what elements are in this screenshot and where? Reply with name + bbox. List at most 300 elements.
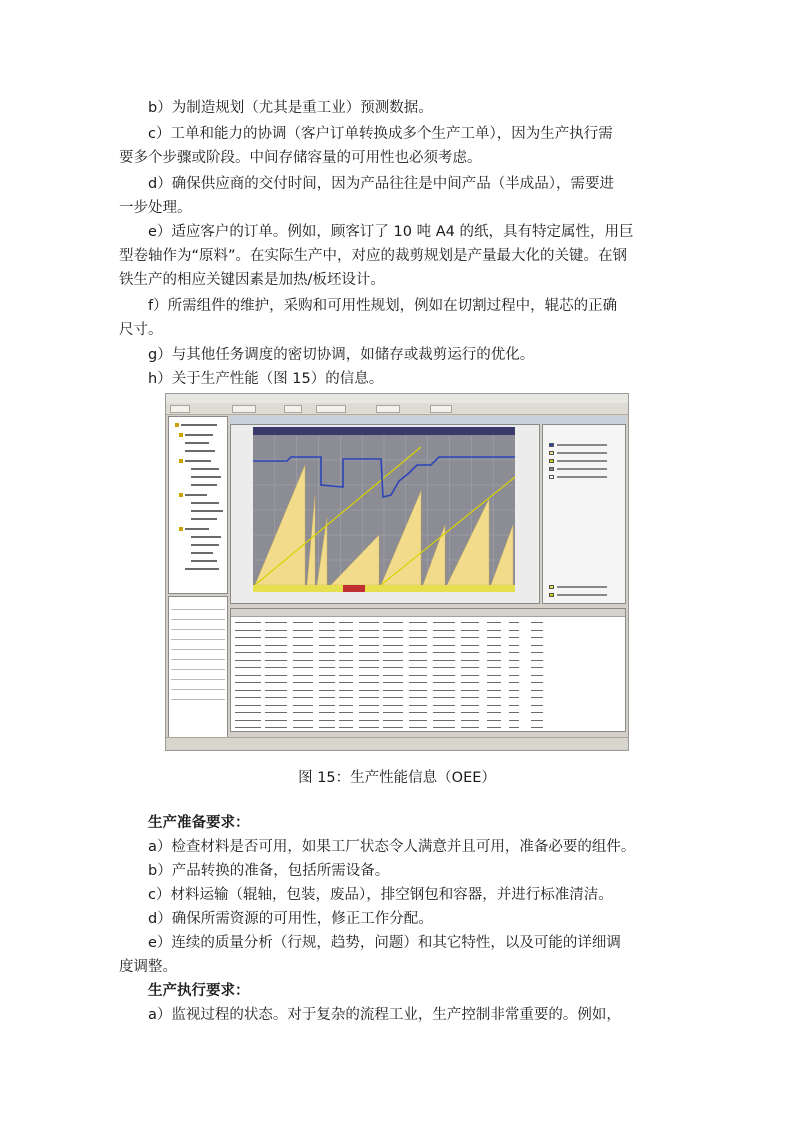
table-cell xyxy=(487,660,501,661)
table-cell xyxy=(487,712,501,713)
table-cell xyxy=(339,705,353,706)
table-cell xyxy=(433,682,455,683)
prep-item-b: b）产品转换的准备，包括所需设备。 xyxy=(148,863,390,879)
table-cell xyxy=(409,720,427,721)
table-cell xyxy=(461,637,479,638)
table-cell xyxy=(409,727,427,728)
table-cell xyxy=(433,690,455,691)
table-cell xyxy=(383,622,403,623)
table-row xyxy=(231,724,625,731)
legend-item xyxy=(549,475,619,479)
table-cell xyxy=(339,720,353,721)
figure-tree-panel xyxy=(168,416,228,594)
table-cell xyxy=(531,720,543,721)
table-cell xyxy=(319,682,335,683)
table-cell xyxy=(509,690,519,691)
paragraph-f-cont: 尺寸。 xyxy=(119,322,163,338)
table-row xyxy=(231,694,625,701)
table-cell xyxy=(339,697,353,698)
paragraph-f: f）所需组件的维护，采购和可用性规划，例如在切割过程中，辊芯的正确 xyxy=(148,298,618,314)
table-cell xyxy=(531,652,543,653)
table-cell xyxy=(293,697,313,698)
table-cell xyxy=(265,727,287,728)
table-cell xyxy=(265,682,287,683)
table-cell xyxy=(531,690,543,691)
table-cell xyxy=(235,705,261,706)
table-cell xyxy=(319,652,335,653)
table-cell xyxy=(339,652,353,653)
table-cell xyxy=(265,660,287,661)
table-cell xyxy=(409,675,427,676)
table-cell xyxy=(319,667,335,668)
table-cell xyxy=(293,660,313,661)
table-cell xyxy=(265,645,287,646)
table-cell xyxy=(339,645,353,646)
table-cell xyxy=(235,697,261,698)
table-cell xyxy=(409,712,427,713)
table-cell xyxy=(383,697,403,698)
figure-legend-panel xyxy=(542,424,626,604)
table-cell xyxy=(319,727,335,728)
table-cell xyxy=(509,660,519,661)
table-cell xyxy=(359,712,379,713)
table-cell xyxy=(293,652,313,653)
folder-icon xyxy=(175,423,179,427)
table-cell xyxy=(383,630,403,631)
table-cell xyxy=(487,622,501,623)
legend-text xyxy=(557,586,607,588)
property-row xyxy=(171,629,225,630)
status-strip xyxy=(253,585,515,592)
property-row xyxy=(171,649,225,650)
table-cell xyxy=(531,697,543,698)
table-cell xyxy=(509,705,519,706)
table-cell xyxy=(319,705,335,706)
table-cell xyxy=(409,660,427,661)
tree-item xyxy=(185,528,209,530)
folder-icon xyxy=(179,493,183,497)
table-cell xyxy=(293,727,313,728)
table-cell xyxy=(339,630,353,631)
table-cell xyxy=(509,712,519,713)
table-cell xyxy=(293,720,313,721)
table-cell xyxy=(293,645,313,646)
table-cell xyxy=(235,660,261,661)
prep-item-e: e）连续的质量分析（行规，趋势，问题）和其它特性，以及可能的详细调 xyxy=(148,935,621,951)
table-cell xyxy=(509,645,519,646)
legend-item xyxy=(549,443,619,447)
paragraph-e: e）适应客户的订单。例如，顾客订了 10 吨 A4 的纸，具有特定属性，用巨 xyxy=(148,224,634,240)
table-cell xyxy=(487,682,501,683)
status-strip-alarm xyxy=(343,585,365,592)
table-cell xyxy=(235,667,261,668)
property-row xyxy=(171,659,225,660)
table-cell xyxy=(461,667,479,668)
table-cell xyxy=(383,705,403,706)
tree-item xyxy=(191,484,217,486)
tree-item xyxy=(191,544,219,546)
table-cell xyxy=(487,697,501,698)
paragraph-b: b）为制造规划（尤其是重工业）预测数据。 xyxy=(148,100,433,116)
table-cell xyxy=(293,622,313,623)
table-cell xyxy=(359,630,379,631)
table-cell xyxy=(383,652,403,653)
table-cell xyxy=(409,652,427,653)
table-cell xyxy=(433,712,455,713)
table-row xyxy=(231,642,625,649)
tree-item xyxy=(191,552,213,554)
tree-item xyxy=(191,536,221,538)
figure-toolbar-button xyxy=(430,405,452,413)
table-row xyxy=(231,649,625,656)
table-row xyxy=(231,634,625,641)
property-row xyxy=(171,609,225,610)
table-cell xyxy=(339,682,353,683)
table-cell xyxy=(383,720,403,721)
table-cell xyxy=(509,697,519,698)
table-row xyxy=(231,627,625,634)
table-cell xyxy=(461,697,479,698)
table-cell xyxy=(461,720,479,721)
table-cell xyxy=(433,720,455,721)
table-cell xyxy=(265,622,287,623)
table-cell xyxy=(531,712,543,713)
oee-chart xyxy=(231,425,539,603)
table-cell xyxy=(265,720,287,721)
legend-item xyxy=(549,593,619,597)
table-cell xyxy=(409,682,427,683)
table-cell xyxy=(293,682,313,683)
table-cell xyxy=(531,675,543,676)
table-cell xyxy=(509,637,519,638)
table-row xyxy=(231,679,625,686)
table-cell xyxy=(293,667,313,668)
table-header xyxy=(231,609,625,617)
table-cell xyxy=(409,697,427,698)
table-cell xyxy=(531,630,543,631)
table-cell xyxy=(359,667,379,668)
legend-swatch xyxy=(549,475,554,479)
folder-icon xyxy=(179,433,183,437)
table-cell xyxy=(461,727,479,728)
figure-chart-titlebar xyxy=(230,416,626,424)
table-cell xyxy=(319,630,335,631)
table-cell xyxy=(293,637,313,638)
table-cell xyxy=(235,712,261,713)
table-row xyxy=(231,664,625,671)
table-cell xyxy=(339,637,353,638)
table-cell xyxy=(509,630,519,631)
table-cell xyxy=(487,720,501,721)
section-prep-heading: 生产准备要求： xyxy=(148,815,250,831)
table-row xyxy=(231,687,625,694)
figure-toolbar-button xyxy=(170,405,190,413)
table-cell xyxy=(265,630,287,631)
table-cell xyxy=(433,660,455,661)
prep-item-c: c）材料运输（辊轴，包装，废品），排空钢包和容器，并进行标准清洁。 xyxy=(148,887,613,903)
figure-screenshot xyxy=(165,393,629,751)
table-cell xyxy=(531,682,543,683)
table-cell xyxy=(383,712,403,713)
table-cell xyxy=(319,697,335,698)
legend-item xyxy=(549,467,619,471)
table-cell xyxy=(265,667,287,668)
figure-toolbar-button xyxy=(284,405,302,413)
table-cell xyxy=(531,660,543,661)
table-cell xyxy=(509,675,519,676)
prep-item-d: d）确保所需资源的可用性，修正工作分配。 xyxy=(148,911,433,927)
table-cell xyxy=(461,712,479,713)
table-cell xyxy=(383,645,403,646)
table-cell xyxy=(359,622,379,623)
table-cell xyxy=(265,697,287,698)
figure-properties-panel xyxy=(168,596,228,746)
table-cell xyxy=(509,652,519,653)
property-row xyxy=(171,639,225,640)
table-cell xyxy=(383,690,403,691)
table-cell xyxy=(383,667,403,668)
table-row xyxy=(231,657,625,664)
legend-text xyxy=(557,460,607,462)
table-cell xyxy=(509,667,519,668)
property-row xyxy=(171,689,225,690)
table-cell xyxy=(461,660,479,661)
table-cell xyxy=(359,705,379,706)
table-cell xyxy=(359,727,379,728)
table-cell xyxy=(433,667,455,668)
legend-text xyxy=(557,476,607,478)
table-cell xyxy=(461,645,479,646)
table-row xyxy=(231,709,625,716)
table-row xyxy=(231,672,625,679)
legend-text xyxy=(557,444,607,446)
legend-text xyxy=(557,452,607,454)
table-cell xyxy=(509,720,519,721)
table-cell xyxy=(265,675,287,676)
table-cell xyxy=(265,637,287,638)
table-cell xyxy=(359,637,379,638)
table-cell xyxy=(461,652,479,653)
legend-item xyxy=(549,585,619,589)
table-cell xyxy=(339,622,353,623)
table-cell xyxy=(433,727,455,728)
table-cell xyxy=(409,690,427,691)
tree-item xyxy=(185,460,211,462)
table-cell xyxy=(235,720,261,721)
figure-data-table xyxy=(230,608,626,732)
table-cell xyxy=(531,727,543,728)
legend-swatch xyxy=(549,467,554,471)
table-cell xyxy=(383,682,403,683)
table-cell xyxy=(359,652,379,653)
table-cell xyxy=(339,675,353,676)
legend-swatch xyxy=(549,585,554,589)
table-cell xyxy=(339,727,353,728)
table-cell xyxy=(319,622,335,623)
table-cell xyxy=(487,630,501,631)
table-cell xyxy=(235,645,261,646)
table-cell xyxy=(359,690,379,691)
table-cell xyxy=(359,697,379,698)
property-row xyxy=(171,619,225,620)
figure-toolbar-button xyxy=(316,405,346,413)
table-cell xyxy=(433,652,455,653)
legend-swatch xyxy=(549,459,554,463)
legend-swatch xyxy=(549,443,554,447)
table-cell xyxy=(487,637,501,638)
paragraph-g: g）与其他任务调度的密切协调，如储存或裁剪运行的优化。 xyxy=(148,347,535,363)
table-cell xyxy=(293,630,313,631)
tree-item xyxy=(191,468,219,470)
table-cell xyxy=(339,712,353,713)
table-cell xyxy=(235,682,261,683)
legend-text xyxy=(557,594,607,596)
table-cell xyxy=(293,690,313,691)
table-cell xyxy=(293,705,313,706)
table-cell xyxy=(235,690,261,691)
table-cell xyxy=(265,690,287,691)
paragraph-c: c）工单和能力的协调（客户订单转换成多个生产工单），因为生产执行需 xyxy=(148,126,613,142)
paragraph-c-cont: 要多个步骤或阶段。中间存储容量的可用性也必须考虑。 xyxy=(119,150,482,166)
table-cell xyxy=(461,622,479,623)
figure-caption: 图 15：生产性能信息（OEE） xyxy=(298,770,496,786)
table-cell xyxy=(235,675,261,676)
table-row xyxy=(231,702,625,709)
tree-item xyxy=(191,518,217,520)
property-row xyxy=(171,669,225,670)
table-cell xyxy=(461,705,479,706)
table-cell xyxy=(359,660,379,661)
figure-statusbar xyxy=(166,737,628,749)
table-cell xyxy=(383,637,403,638)
prep-item-e-cont: 度调整。 xyxy=(119,959,177,975)
figure-toolbar-button xyxy=(376,405,400,413)
table-row xyxy=(231,717,625,724)
table-cell xyxy=(531,705,543,706)
paragraph-d: d）确保供应商的交付时间，因为产品往往是中间产品（半成品），需要进 xyxy=(148,176,614,192)
tree-item xyxy=(185,494,207,496)
figure-toolbar-button xyxy=(232,405,256,413)
tree-item xyxy=(191,476,221,478)
table-cell xyxy=(319,675,335,676)
legend-swatch xyxy=(549,451,554,455)
prep-item-a: a）检查材料是否可用，如果工厂状态令人满意并且可用，准备必要的组件。 xyxy=(148,839,636,855)
legend-item xyxy=(549,451,619,455)
table-cell xyxy=(531,637,543,638)
table-cell xyxy=(339,660,353,661)
paragraph-h: h）关于生产性能（图 15）的信息。 xyxy=(148,371,384,387)
table-cell xyxy=(509,727,519,728)
table-cell xyxy=(433,630,455,631)
table-cell xyxy=(409,667,427,668)
folder-icon xyxy=(179,527,183,531)
table-cell xyxy=(461,690,479,691)
table-cell xyxy=(409,645,427,646)
table-cell xyxy=(319,712,335,713)
table-cell xyxy=(359,645,379,646)
table-cell xyxy=(487,705,501,706)
table-cell xyxy=(235,630,261,631)
table-cell xyxy=(509,622,519,623)
tree-item xyxy=(185,442,209,444)
table-cell xyxy=(409,637,427,638)
table-cell xyxy=(293,675,313,676)
table-cell xyxy=(433,697,455,698)
table-cell xyxy=(433,675,455,676)
table-cell xyxy=(235,727,261,728)
tree-item xyxy=(185,568,219,570)
table-cell xyxy=(383,727,403,728)
table-cell xyxy=(319,637,335,638)
table-cell xyxy=(531,622,543,623)
table-cell xyxy=(487,652,501,653)
tree-item xyxy=(185,434,213,436)
table-cell xyxy=(339,667,353,668)
table-cell xyxy=(531,667,543,668)
table-cell xyxy=(531,645,543,646)
property-row xyxy=(171,679,225,680)
tree-item xyxy=(191,510,223,512)
table-cell xyxy=(265,652,287,653)
table-cell xyxy=(383,660,403,661)
exec-item-a: a）监视过程的状态。对于复杂的流程工业，生产控制非常重要的。例如， xyxy=(148,1007,621,1023)
table-cell xyxy=(487,675,501,676)
table-cell xyxy=(433,705,455,706)
table-cell xyxy=(265,712,287,713)
section-exec-heading: 生产执行要求： xyxy=(148,983,250,999)
table-cell xyxy=(235,652,261,653)
tree-item xyxy=(191,560,217,562)
figure-chart-area xyxy=(230,424,540,604)
folder-icon xyxy=(179,459,183,463)
table-cell xyxy=(409,622,427,623)
table-cell xyxy=(319,645,335,646)
table-cell xyxy=(461,682,479,683)
legend-text xyxy=(557,468,607,470)
paragraph-e-cont1: 型卷轴作为“原料”。在实际生产中，对应的裁剪规划是产量最大化的关键。在钢 xyxy=(119,248,628,264)
table-cell xyxy=(293,712,313,713)
table-cell xyxy=(461,675,479,676)
table-cell xyxy=(409,630,427,631)
table-cell xyxy=(383,675,403,676)
table-cell xyxy=(319,720,335,721)
table-cell xyxy=(509,682,519,683)
table-cell xyxy=(359,720,379,721)
figure-toolbar xyxy=(166,403,628,415)
property-row xyxy=(171,699,225,700)
table-cell xyxy=(433,645,455,646)
table-cell xyxy=(461,630,479,631)
table-cell xyxy=(235,637,261,638)
table-cell xyxy=(487,727,501,728)
table-cell xyxy=(487,667,501,668)
tree-item xyxy=(185,450,215,452)
legend-swatch xyxy=(549,593,554,597)
table-cell xyxy=(265,705,287,706)
time-axis-band xyxy=(253,427,515,435)
table-cell xyxy=(433,637,455,638)
table-cell xyxy=(319,690,335,691)
table-cell xyxy=(409,705,427,706)
paragraph-d-cont: 一步处理。 xyxy=(119,200,192,216)
legend-item xyxy=(549,459,619,463)
table-cell xyxy=(319,660,335,661)
figure-menubar xyxy=(166,394,628,403)
table-cell xyxy=(235,622,261,623)
table-cell xyxy=(359,675,379,676)
table-cell xyxy=(433,622,455,623)
table-row xyxy=(231,619,625,626)
